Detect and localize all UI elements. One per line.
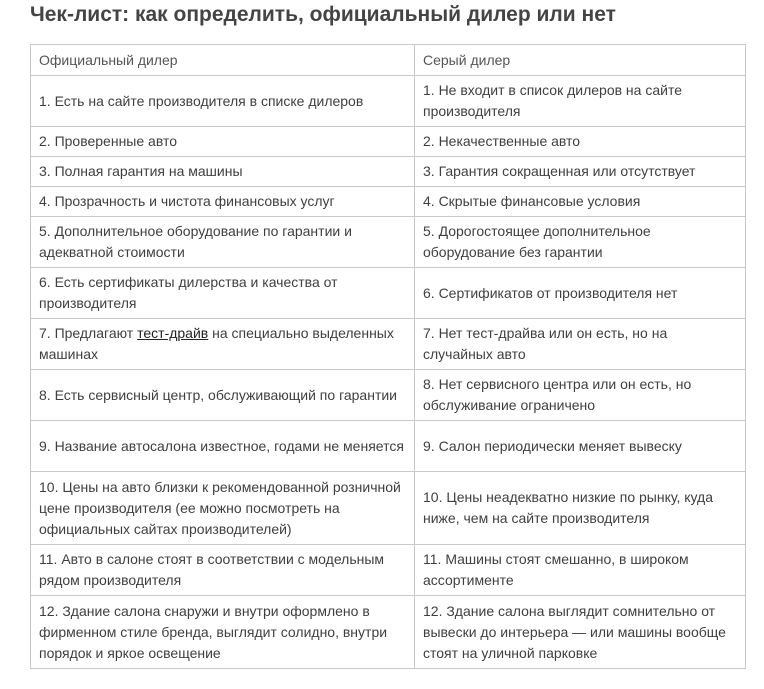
header-grey-dealer: Серый дилер (415, 45, 746, 76)
official-cell: 10. Цены на авто близки к рекомендованной розничной цене производителя (ее можно посмотреть на официальных сайтах производителей) (31, 472, 415, 545)
header-official-dealer: Официальный дилер (31, 45, 415, 76)
grey-cell: 10. Цены неадекватно низкие по рынку, куда ниже, чем на сайте производителя (415, 472, 746, 545)
official-cell (31, 319, 415, 370)
official-cell: 2. Проверенные авто (31, 127, 415, 157)
grey-cell: 4. Скрытые финансовые условия (415, 187, 746, 217)
table-row (31, 319, 746, 370)
official-cell: 5. Дополнительное оборудование по гарантии и адекватной стоимости (31, 217, 415, 268)
official-cell: 11. Авто в салоне стоят в соответствии с модельным рядом производителя (31, 545, 415, 596)
table-row (31, 157, 746, 187)
dealer-checklist-table (30, 44, 746, 669)
official-cell: 8. Есть сервисный центр, обслуживающий по гарантии (31, 370, 415, 421)
table-row (31, 268, 746, 319)
grey-cell: 1. Не входит в список дилеров на сайте производителя (415, 76, 746, 127)
table-row (31, 421, 746, 472)
table-row (31, 127, 746, 157)
official-text-pre: 7. Предлагают (39, 325, 138, 341)
grey-cell: 12. Здание салона выглядит сомнительно от вывески до интерьера — или машины вообще стоят на уличной парковке (415, 596, 746, 669)
grey-cell: 2. Некачественные авто (415, 127, 746, 157)
grey-cell: 11. Машины стоят смешанно, в широком ассортименте (415, 545, 746, 596)
table-row (31, 545, 746, 596)
test-drive-link[interactable]: тест-драйв (137, 325, 209, 341)
table-row (31, 472, 746, 545)
official-cell: 4. Прозрачность и чистота финансовых услуг (31, 187, 415, 217)
table-row (31, 217, 746, 268)
table-header-row (31, 45, 746, 76)
official-cell: 12. Здание салона снаружи и внутри оформлено в фирменном стиле бренда, выглядит солидно, внутри порядок и яркое освещение (31, 596, 415, 669)
official-cell: 6. Есть сертификаты дилерства и качества от производителя (31, 268, 415, 319)
grey-cell: 8. Нет сервисного центра или он есть, но обслуживание ограничено (415, 370, 746, 421)
grey-cell: 9. Салон периодически меняет вывеску (415, 421, 746, 472)
table-row (31, 370, 746, 421)
grey-cell: 5. Дорогостоящее дополнительное оборудование без гарантии (415, 217, 746, 268)
grey-cell: 6. Сертификатов от производителя нет (415, 268, 746, 319)
grey-cell: 3. Гарантия сокращенная или отсутствует (415, 157, 746, 187)
official-cell: 9. Название автосалона известное, годами не меняется (31, 421, 415, 472)
grey-cell: 7. Нет тест-драйва или он есть, но на случайных авто (415, 319, 746, 370)
table-row (31, 76, 746, 127)
official-cell: 1. Есть на сайте производителя в списке дилеров (31, 76, 415, 127)
page-title: Чек-лист: как определить, официальный дилер или нет (30, 3, 616, 26)
official-text-post: на специально выделенных машинах (39, 325, 394, 362)
table-row (31, 187, 746, 217)
table-row (31, 596, 746, 669)
official-cell: 3. Полная гарантия на машины (31, 157, 415, 187)
